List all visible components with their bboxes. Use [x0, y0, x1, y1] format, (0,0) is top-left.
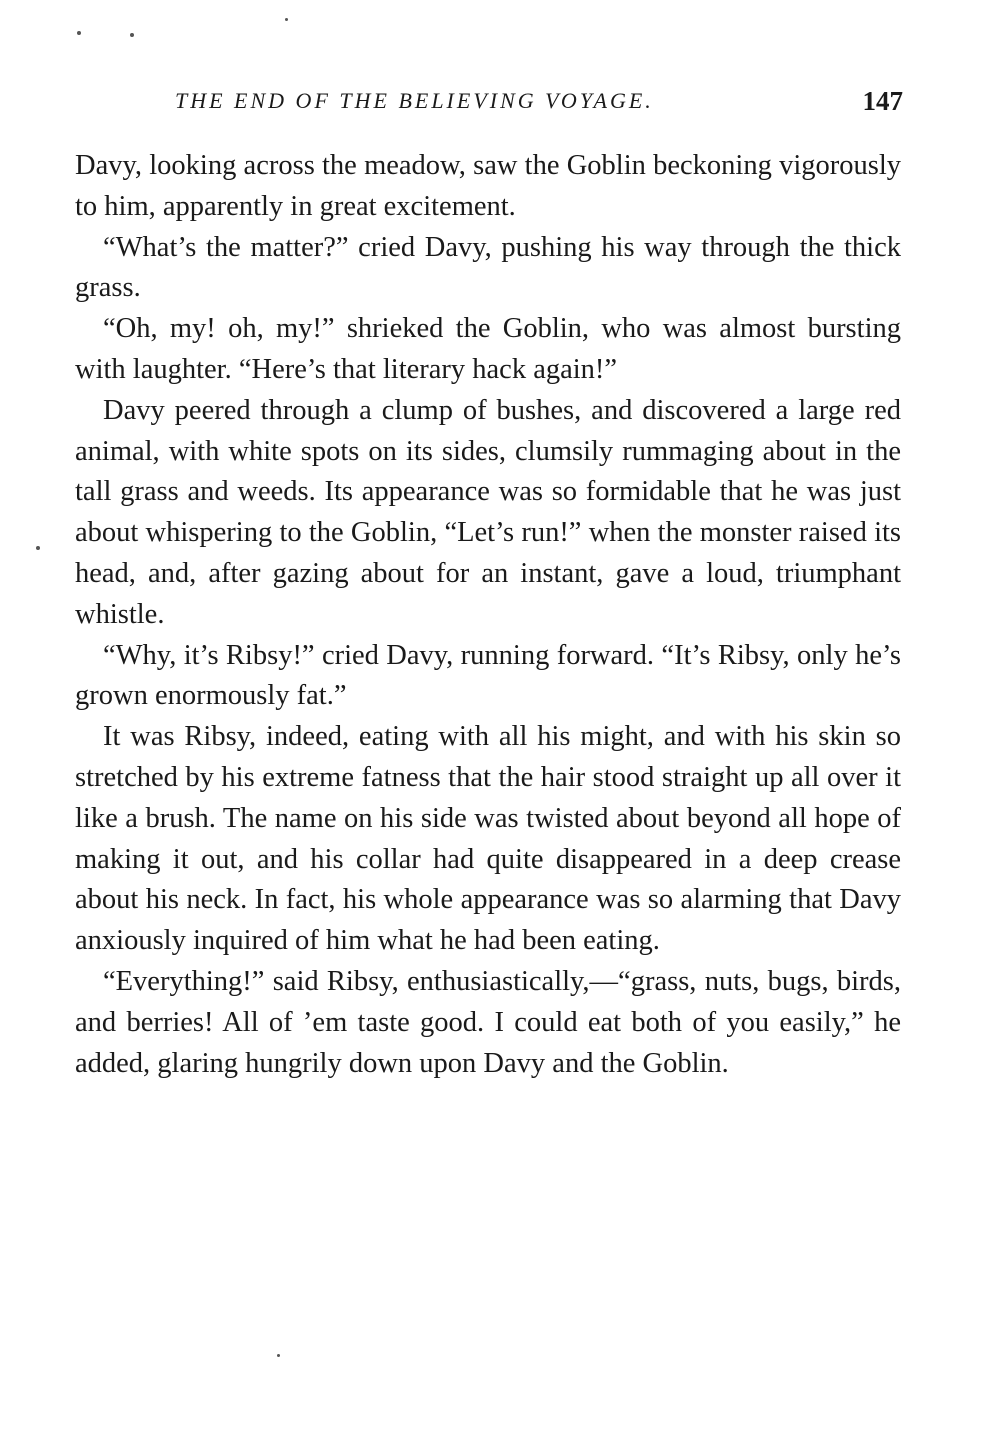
print-speck	[285, 18, 288, 21]
print-speck	[277, 1354, 280, 1357]
paragraph: “Everything!” said Ribsy, enthusiastically,—“grass, nuts, bugs, birds, and berries! All of ’em taste good. I could eat both of you easily,” he added, glaring hungrily down upon Davy and the Goblin.	[75, 965, 901, 1079]
print-speck	[36, 546, 40, 550]
paragraph: Davy, looking across the meadow, saw the Goblin beckoning vigorously to him, apparently in great excitement.	[75, 150, 901, 222]
paragraph: It was Ribsy, indeed, eating with all his might, and with his skin so stretched by his extreme fatness that the hair stood straight up all over it like a brush. The name on his side was twisted about beyond all hope of making it out, and his collar had quite disappeared in a deep crease about his neck. In fact, his whole appearance was so alarming that Davy anxiously inquired of him what he had been eating.	[75, 721, 901, 957]
running-header	[75, 86, 903, 122]
print-speck	[130, 33, 134, 37]
running-title: THE END OF THE BELIEVING VOYAGE.	[175, 88, 654, 113]
print-speck	[77, 31, 81, 35]
body-text	[75, 146, 901, 1084]
paragraph: Davy peered through a clump of bushes, and discovered a large red animal, with white spots on its sides, clumsily rummaging about in the tall grass and weeds. Its appearance was so formidable that he was just about whispering to the Goblin, “Let’s run!” when the monster raised its head, and, after gazing about for an instant, gave a loud, triumphant whistle.	[75, 394, 901, 630]
paragraph: “Oh, my! oh, my!” shrieked the Goblin, who was almost bursting with laughter. “Here’s that literary hack again!”	[75, 313, 901, 385]
paragraph: “Why, it’s Ribsy!” cried Davy, running forward. “It’s Ribsy, only he’s grown enormously fat.”	[75, 639, 901, 712]
paragraph: “What’s the matter?” cried Davy, pushing his way through the thick grass.	[75, 231, 901, 304]
page-number: 147	[862, 86, 903, 116]
